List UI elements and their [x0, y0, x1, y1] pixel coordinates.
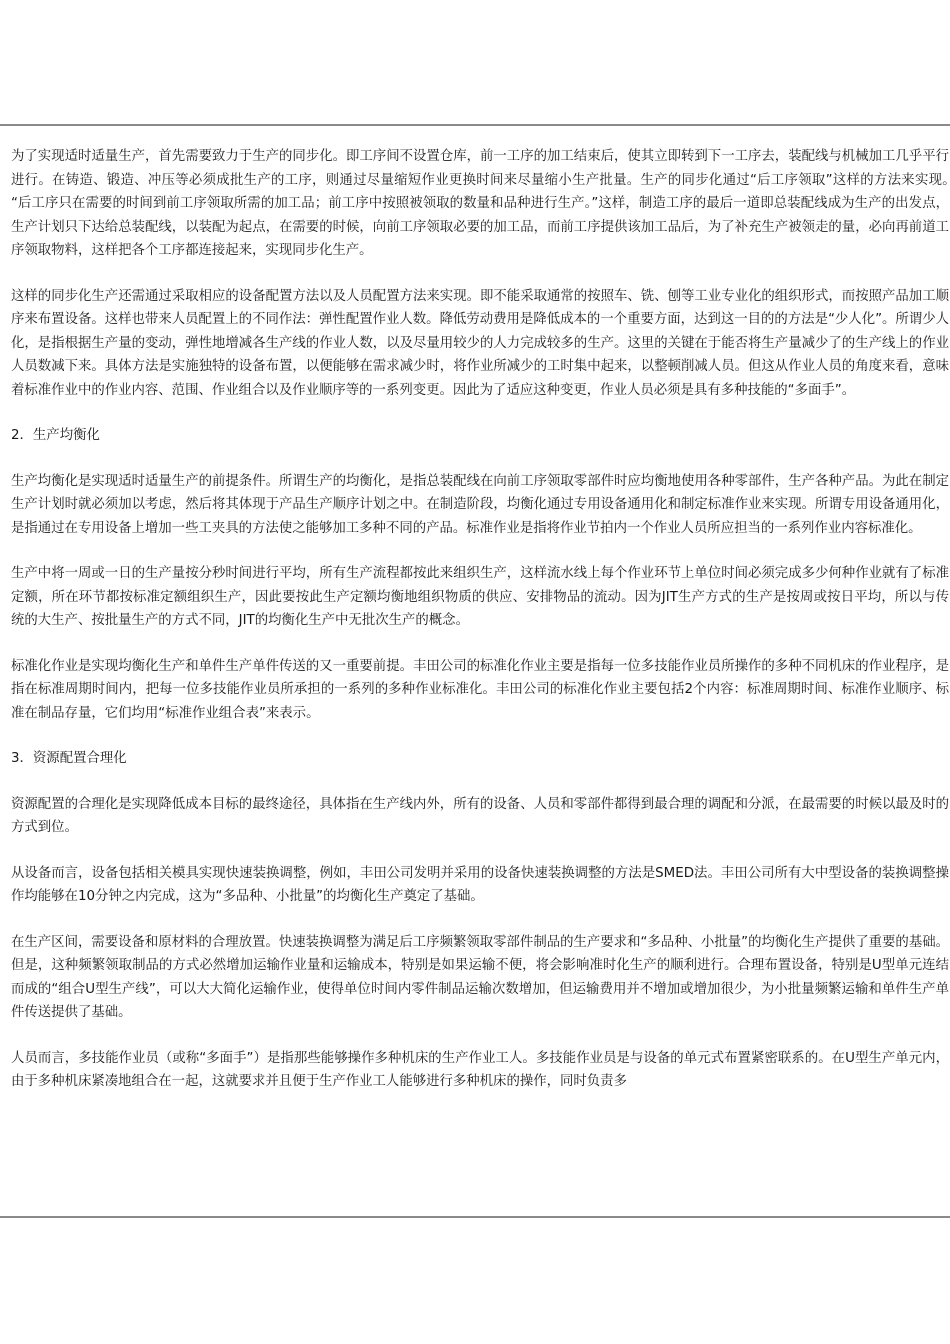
section-heading-resources: 3．资源配置合理化	[11, 751, 127, 766]
paragraph-layout: 在生产区间，需要设备和原材料的合理放置。快速装换调整为满足后工序频繁领取零部件制品的生产要求和“多品种、小批量”的均衡化生产提供了重要的基础。但是，这种频繁领取制品的方式必然增加运输作业量和运输成本，特别是如果运输不便，将会影响准时化生产的顺利进行。合理布置设备，特别是U型单元连结而成的“组合U型生产线”，可以大大简化运输作业，使得单位时间内零件制品运输次数增加，但运输费用并不增加或增加很少，为小批量频繁运输和单件生产单件传送提供了基础。	[11, 934, 949, 1020]
paragraph-resources-definition: 资源配置的合理化是实现降低成本目标的最终途径，具体指在生产线内外，所有的设备、人员和零部件都得到最合理的调配和分派，在最需要的时候以最及时的方式到位。	[11, 796, 949, 835]
paragraph-staffing: 这样的同步化生产还需通过采取相应的设备配置方法以及人员配置方法来实现。即不能采取通常的按照车、铣、刨等工业专业化的组织形式，而按照产品加工顺序来布置设备。这样也带来人员配置上的不同作法：弹性配置作业人数。降低劳动费用是降低成本的一个重要方面，达到这一目的的方法是“少人化”。所谓少人化，是指根据生产量的变动，弹性地增减各生产线的作业人数，以及尽量用较少的人力完成较多的生产。这里的关键在于能否将生产量减少了的生产线上的作业人员数减下来。具体方法是实施独特的设备布置，以便能够在需求减少时，将作业所减少的工时集中起来，以整顿削减人员。但这从作业人员的角度来看，意味着标准作业中的作业内容、范围、作业组合以及作业顺序等的一系列变更。因此为了适应这种变更，作业人员必须是具有多种技能的“多面手”。	[11, 288, 949, 398]
paragraph-leveling-schedule: 生产中将一周或一日的生产量按分秒时间进行平均，所有生产流程都按此来组织生产，这样流水线上每个作业环节上单位时间必须完成多少何种作业就有了标准定额，所在环节都按标准定额组织生产，因此要按此生产定额均衡地组织物质的供应、安排物品的流动。因为JIT生产方式的生产是按周或按日平均，所以与传统的大生产、按批量生产的方式不同，JIT的均衡化生产中无批次生产的概念。	[11, 566, 949, 628]
document-body	[11, 145, 949, 1215]
paragraph-equipment: 从设备而言，设备包括相关模具实现快速装换调整，例如，丰田公司发明并采用的设备快速装换调整的方法是SMED法。丰田公司所有大中型设备的装换调整操作均能够在10分钟之内完成，这为“多品种、小批量”的均衡化生产奠定了基础。	[11, 865, 949, 904]
page-top-divider	[0, 124, 950, 126]
paragraph-multiskill-workers: 人员而言，多技能作业员（或称“多面手”）是指那些能够操作多种机床的生产作业工人。多技能作业员是与设备的单元式布置紧密联系的。在U型生产单元内，由于多种机床紧凑地组合在一起，这就要求并且便于生产作业工人能够进行多种机床的操作，同时负责多	[11, 1050, 949, 1089]
page-bottom-divider	[0, 1216, 950, 1218]
section-heading-leveling: 2．生产均衡化	[11, 428, 100, 443]
paragraph-standard-work: 标准化作业是实现均衡化生产和单件生产单件传送的又一重要前提。丰田公司的标准化作业主要是指每一位多技能作业员所操作的多种不同机床的作业程序，是指在标准周期时间内，把每一位多技能作业员所承担的一系列的多种作业标准化。丰田公司的标准化作业主要包括2个内容：标准周期时间、标准作业顺序、标准在制品存量，它们均用“标准作业组合表”来表示。	[11, 658, 949, 721]
paragraph-leveling-definition: 生产均衡化是实现适时适量生产的前提条件。所谓生产的均衡化，是指总装配线在向前工序领取零部件时应均衡地使用各种零部件，生产各种产品。为此在制定生产计划时就必须加以考虑，然后将其体现于产品生产顺序计划之中。在制造阶段，均衡化通过专用设备通用化和制定标准作业来实现。所谓专用设备通用化，是指通过在专用设备上增加一些工夹具的方法使之能够加工多种不同的产品。标准作业是指将作业节拍内一个作业人员所应担当的一系列作业内容标准化。	[11, 473, 949, 536]
paragraph-sync-production: 为了实现适时适量生产，首先需要致力于生产的同步化。即工序间不设置仓库，前一工序的加工结束后，使其立即转到下一工序去，装配线与机械加工几乎平行进行。在铸造、锻造、冲压等必须成批生产的工序，则通过尽量缩短作业更换时间来尽量缩小生产批量。生产的同步化通过“后工序领取”这样的方法来实现。 “后工序只在需要的时间到前工序领取所需的加工品；前工序中按照被领取的数量和品种进行生产。”这样，制造工序的最后一道即总装配线成为生产的出发点，生产计划只下达给总装配线，以装配为起点，在需要的时候，向前工序领取必要的加工品，而前工序提供该加工品后，为了补充生产被领走的量，必向再前道工序领取物料，这样把各个工序都连接起来，实现同步化生产。	[11, 149, 949, 258]
